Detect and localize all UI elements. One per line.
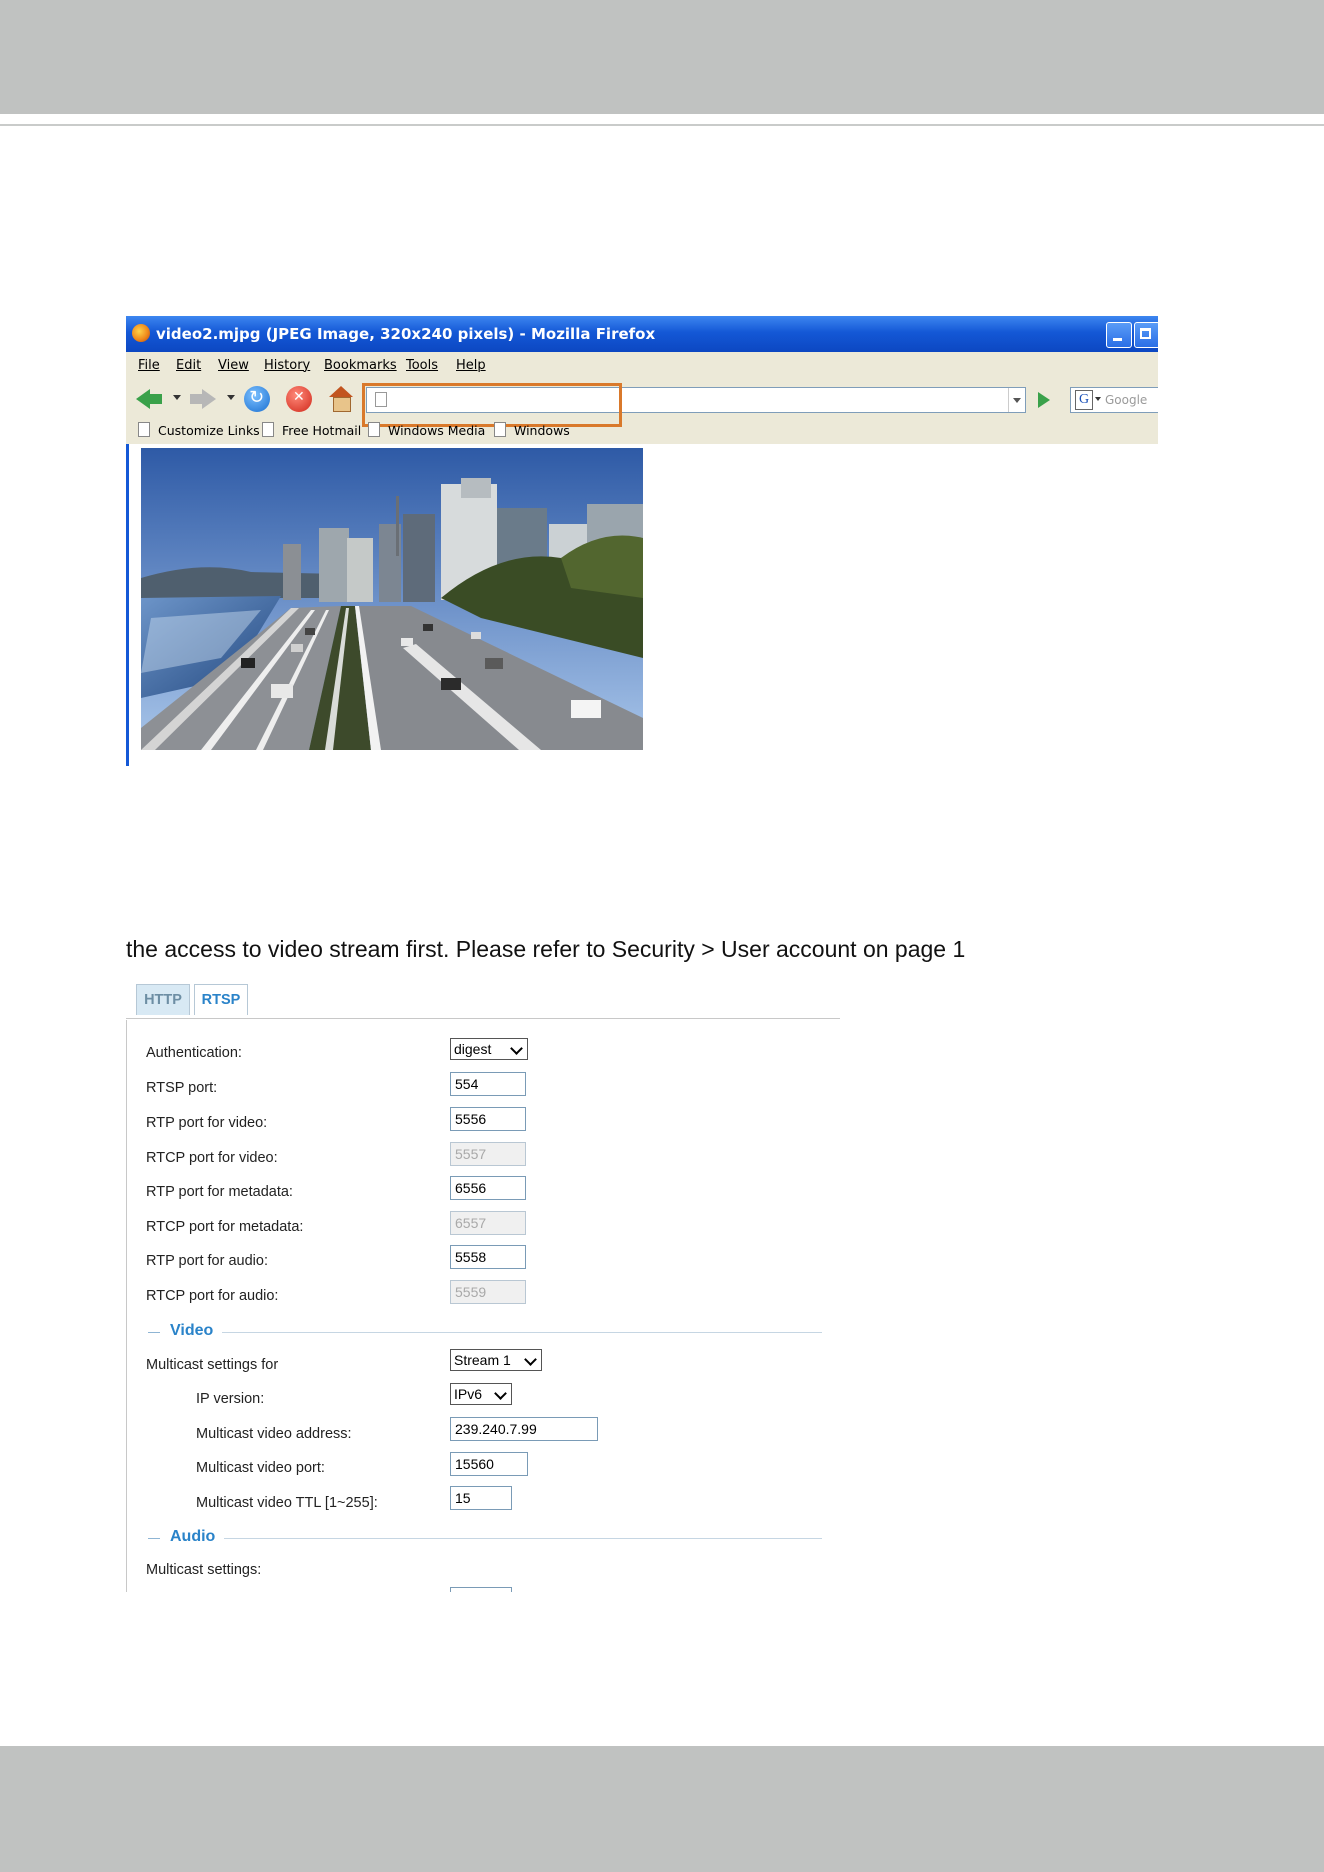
- panel-border: [126, 1020, 127, 1592]
- rtsp-port-field[interactable]: 554: [450, 1072, 526, 1096]
- bookmark-page-icon: [138, 422, 150, 437]
- header-rule: [0, 124, 1324, 126]
- menu-edit[interactable]: Edit: [176, 358, 202, 373]
- bookmark-page-icon: [368, 422, 380, 437]
- firefox-window: [126, 316, 1158, 766]
- browser-content: [126, 444, 1158, 766]
- rtcp-audio-port-field: 5559: [450, 1280, 526, 1304]
- camera-snapshot-image: [141, 448, 643, 750]
- tab-http[interactable]: HTTP: [136, 984, 190, 1015]
- menu-help[interactable]: Help: [456, 358, 486, 373]
- authentication-label: Authentication:: [146, 1045, 242, 1061]
- firefox-logo-icon: [132, 324, 150, 342]
- tab-rtsp[interactable]: RTSP: [194, 984, 248, 1015]
- menu-history[interactable]: History: [264, 358, 311, 373]
- audio-multicast-settings-label: Multicast settings:: [146, 1562, 262, 1578]
- ip-version-select[interactable]: [450, 1383, 512, 1405]
- search-placeholder: Google: [1105, 393, 1148, 407]
- bookmark-item[interactable]: [368, 422, 485, 438]
- multicast-video-address-field[interactable]: 239.240.7.99: [450, 1417, 598, 1441]
- window-title: video2.mjpg (JPEG Image, 320x240 pixels) - Mozilla Firefox: [156, 325, 656, 343]
- forward-arrow-icon[interactable]: [190, 386, 216, 412]
- rtsp-settings-panel: [126, 984, 840, 1592]
- menu-view[interactable]: View: [218, 358, 249, 373]
- multicast-stream-value: Stream 1: [454, 1352, 511, 1368]
- multicast-video-address-label: Multicast video address:: [196, 1426, 352, 1442]
- multicast-video-port-label: Multicast video port:: [196, 1460, 325, 1476]
- rtp-video-port-field[interactable]: 5556: [450, 1107, 526, 1131]
- menu-tools[interactable]: Tools: [406, 358, 439, 373]
- chevron-down-icon: [510, 1042, 523, 1055]
- page-footer-band: [0, 1746, 1324, 1872]
- section-dash: [148, 1538, 160, 1539]
- tab-divider: [126, 1018, 840, 1019]
- rtcp-metadata-port-field: 6557: [450, 1211, 526, 1235]
- address-dropdown-icon[interactable]: [1008, 388, 1025, 412]
- google-icon[interactable]: G: [1075, 390, 1093, 410]
- maximize-button[interactable]: [1134, 322, 1158, 348]
- bookmark-item[interactable]: [494, 422, 570, 438]
- bookmark-label: Windows Media: [388, 423, 486, 438]
- back-history-dropdown[interactable]: [173, 395, 181, 400]
- bookmark-item[interactable]: [262, 422, 361, 438]
- multicast-stream-select[interactable]: [450, 1349, 542, 1371]
- rtp-metadata-port-label: RTP port for metadata:: [146, 1184, 293, 1200]
- bookmark-label: Free Hotmail: [282, 423, 362, 438]
- multicast-video-ttl-label: Multicast video TTL [1~255]:: [196, 1495, 378, 1511]
- section-rule: [222, 1332, 822, 1333]
- video-section-heading: Video: [170, 1322, 214, 1339]
- search-input[interactable]: [1070, 387, 1158, 413]
- menu-bookmarks[interactable]: Bookmarks: [324, 358, 397, 373]
- authentication-select[interactable]: [450, 1038, 528, 1060]
- rtp-audio-port-field[interactable]: 5558: [450, 1245, 526, 1269]
- section-rule: [224, 1538, 822, 1539]
- ip-version-value: IPv6: [454, 1386, 483, 1402]
- rtp-audio-port-label: RTP port for audio:: [146, 1253, 268, 1269]
- menu-bar: [126, 352, 1158, 378]
- audio-multicast-field[interactable]: [450, 1587, 512, 1592]
- reload-icon[interactable]: [244, 386, 270, 412]
- stop-icon[interactable]: [286, 386, 312, 412]
- rtcp-video-port-label: RTCP port for video:: [146, 1150, 278, 1166]
- menu-file[interactable]: File: [138, 358, 160, 373]
- bookmarks-toolbar: [126, 418, 1158, 444]
- rtsp-port-label: RTSP port:: [146, 1080, 218, 1096]
- multicast-video-ttl-field[interactable]: 15: [450, 1486, 512, 1510]
- home-icon[interactable]: [328, 386, 354, 412]
- navigation-toolbar: [126, 378, 1158, 418]
- back-arrow-icon[interactable]: [136, 386, 162, 412]
- ip-version-label: IP version:: [196, 1391, 265, 1407]
- browser-chrome: [126, 352, 1158, 444]
- chevron-down-icon: [494, 1387, 507, 1400]
- body-paragraph: the access to video stream first. Please refer to Security > User account on page 1: [126, 936, 966, 962]
- bookmark-label: Customize Links: [158, 423, 260, 438]
- minimize-button[interactable]: [1106, 322, 1132, 348]
- rtp-video-port-label: RTP port for video:: [146, 1115, 268, 1131]
- bookmark-label: Windows: [514, 423, 570, 438]
- page-header-band: [0, 0, 1324, 114]
- bookmark-item[interactable]: [138, 422, 260, 438]
- chevron-down-icon: [524, 1353, 537, 1366]
- section-dash: [148, 1332, 160, 1333]
- bookmark-page-icon: [494, 422, 506, 437]
- bookmark-page-icon: [262, 422, 274, 437]
- multicast-settings-for-label: Multicast settings for: [146, 1357, 279, 1373]
- go-arrow-icon[interactable]: [1032, 389, 1054, 411]
- forward-history-dropdown[interactable]: [227, 395, 235, 400]
- audio-section-heading: Audio: [170, 1528, 216, 1545]
- rtp-metadata-port-field[interactable]: 6556: [450, 1176, 526, 1200]
- window-titlebar: [126, 316, 1158, 352]
- rtcp-video-port-field: 5557: [450, 1142, 526, 1166]
- rtcp-metadata-port-label: RTCP port for metadata:: [146, 1219, 304, 1235]
- rtcp-audio-port-label: RTCP port for audio:: [146, 1288, 279, 1304]
- multicast-video-port-field[interactable]: 15560: [450, 1452, 528, 1476]
- search-engine-dropdown-icon[interactable]: [1095, 397, 1101, 401]
- authentication-value: digest: [454, 1041, 492, 1057]
